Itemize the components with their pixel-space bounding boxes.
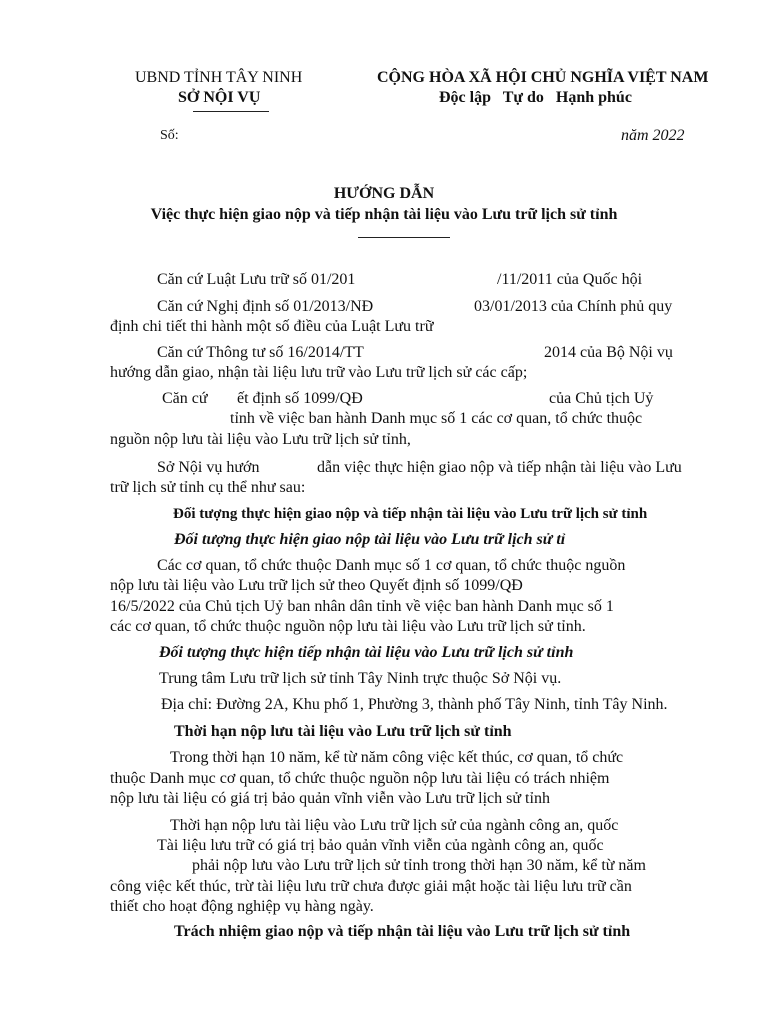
intro-line-2: trữ lịch sử tỉnh cụ thể như sau: — [110, 479, 306, 496]
section-2-para-2-line-5: thiết cho hoạt động nghiệp vụ hàng ngày. — [110, 898, 374, 915]
section-2-para-2-line-2: Tài liệu lưu trữ có giá trị bảo quản vĩnh viễn của ngành công an, quốc — [157, 837, 604, 854]
section-1-para-1-line-2: nộp lưu tài liệu vào Lưu trữ lịch sử theo Quyết định số 1099/QĐ — [110, 577, 523, 594]
basis-2-part-b: 03/01/2013 của Chính phủ quy — [474, 298, 673, 315]
basis-1-part-b: /11/2011 của Quốc hội — [497, 271, 643, 288]
section-2-para-1-line-2: thuộc Danh mục cơ quan, tổ chức thuộc nguồn nộp lưu tài liệu có trách nhiệm — [110, 770, 610, 787]
section-2-para-2-line-1: Thời hạn nộp lưu tài liệu vào Lưu trữ lịch sử của ngành công an, quốc — [170, 817, 619, 834]
basis-2-part-a: Căn cứ Nghị định số 01/2013/NĐ — [157, 298, 374, 315]
intro-line-1a: Sở Nội vụ hướn — [157, 459, 260, 476]
basis-4-part-b: của Chủ tịch Uỷ — [549, 390, 654, 407]
motto: Độc lập Tự do Hạnh phúc — [439, 89, 632, 106]
section-1-para-1-line-4: các cơ quan, tổ chức thuộc nguồn nộp lưu tài liệu vào Lưu trữ lịch sử tỉnh. — [110, 618, 586, 635]
basis-3-part-c: hướng dẫn giao, nhận tài liệu lưu trữ vào Lưu trữ lịch sử các cấp; — [110, 364, 528, 381]
section-1-subheading-2: Đối tượng thực hiện tiếp nhận tài liệu vào Lưu trữ lịch sử tỉnh — [159, 644, 574, 661]
document-title: HƯỚNG DẪN — [333, 185, 435, 202]
section-2-para-1-line-3: nộp lưu tài liệu có giá trị bảo quản vĩnh viễn vào Lưu trữ lịch sử tỉnh — [110, 790, 550, 807]
section-2-para-1-line-1: Trong thời hạn 10 năm, kể từ năm công việc kết thúc, cơ quan, tổ chức — [170, 749, 624, 766]
section-1-para-1-line-3: 16/5/2022 của Chủ tịch Uỷ ban nhân dân tỉnh về việc ban hành Danh mục số 1 — [110, 598, 614, 615]
agency-name: SỞ NỘI VỤ — [178, 89, 261, 106]
title-underline — [358, 237, 450, 238]
intro-line-1b: dẫn việc thực hiện giao nộp và tiếp nhận tài liệu vào Lưu — [317, 459, 682, 476]
nation-title: CỘNG HÒA XÃ HỘI CHỦ NGHĨA VIỆT NAM — [377, 69, 709, 86]
basis-2-part-c: định chi tiết thi hành một số điều của Luật Lưu trữ — [110, 318, 434, 335]
basis-3-part-b: 2014 của Bộ Nội vụ — [544, 344, 673, 361]
basis-3-part-a: Căn cứ Thông tư số 16/2014/TT — [157, 344, 364, 361]
basis-4-part-c: tỉnh về việc ban hành Danh mục số 1 các cơ quan, tổ chức thuộc — [230, 410, 643, 427]
basis-4-part-d: nguồn nộp lưu tài liệu vào Lưu trữ lịch sử tỉnh, — [110, 431, 411, 448]
agency-underline — [193, 111, 269, 112]
issue-date: năm 2022 — [621, 127, 685, 144]
section-2-heading: Thời hạn nộp lưu tài liệu vào Lưu trữ lịch sử tỉnh — [174, 723, 512, 740]
section-2-para-2-line-4: công việc kết thúc, trừ tài liệu lưu trữ chưa được giải mật hoặc tài liệu lưu trữ cần — [110, 878, 632, 895]
section-2-para-2-line-3: phải nộp lưu vào Lưu trữ lịch sử tỉnh trong thời hạn 30 năm, kể từ năm — [192, 857, 646, 874]
document-number-label: Số: — [160, 128, 179, 143]
section-1-para-3: Địa chỉ: Đường 2A, Khu phố 1, Phường 3, thành phố Tây Ninh, tỉnh Tây Ninh. — [161, 696, 668, 713]
document-subtitle: Việc thực hiện giao nộp và tiếp nhận tài liệu vào Lưu trữ lịch sử tỉnh — [150, 206, 618, 223]
basis-4-part-a: Căn cứ — [162, 390, 208, 407]
basis-4-part-a2: ết định số 1099/QĐ — [237, 390, 363, 407]
section-1-para-1-line-1: Các cơ quan, tổ chức thuộc Danh mục số 1 cơ quan, tổ chức thuộc nguồn — [157, 557, 626, 574]
section-1-subheading-1: Đối tượng thực hiện giao nộp tài liệu vào Lưu trữ lịch sử tỉ — [174, 531, 566, 548]
section-1-heading: Đối tượng thực hiện giao nộp và tiếp nhận tài liệu vào Lưu trữ lịch sử tỉnh — [173, 506, 648, 522]
section-3-heading: Trách nhiệm giao nộp và tiếp nhận tài liệu vào Lưu trữ lịch sử tỉnh — [174, 923, 631, 940]
basis-1-part-a: Căn cứ Luật Lưu trữ số 01/201 — [157, 271, 356, 288]
section-1-para-2: Trung tâm Lưu trữ lịch sử tỉnh Tây Ninh trực thuộc Sở Nội vụ. — [159, 670, 562, 687]
agency-top: UBND TỈNH TÂY NINH — [135, 69, 303, 86]
